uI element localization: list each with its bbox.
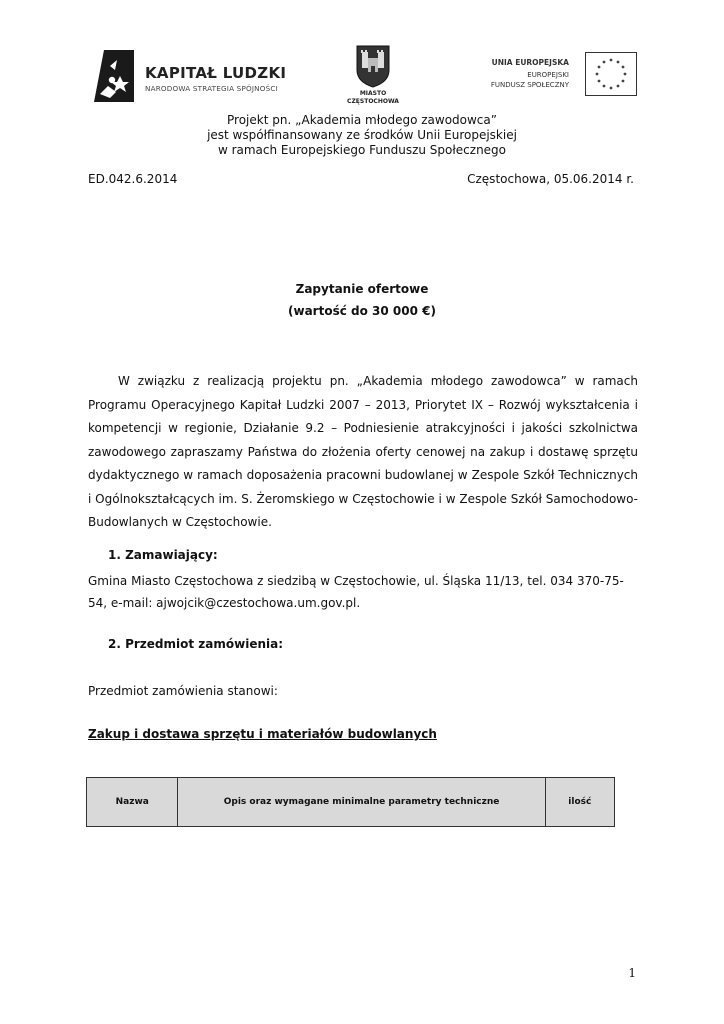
city-label-line1: MIASTO <box>359 90 387 97</box>
city-crest-logo <box>348 44 398 106</box>
column-header-name: Nazwa <box>87 778 178 827</box>
document-reference: ED.042.6.2014 <box>88 172 178 186</box>
header-line-2: jest współfinansowany ze środków Unii Europejskiej <box>207 128 517 142</box>
column-header-quantity: ilość <box>545 778 614 827</box>
city-crest-icon <box>348 44 398 88</box>
section-2-heading: 2. Przedmiot zamówienia: <box>108 637 284 651</box>
kapital-ludzki-logo <box>90 46 305 106</box>
kapital-ludzki-subtitle: NARODOWA STRATEGIA SPÓJNOŚCI <box>145 84 278 93</box>
specification-table <box>86 777 615 827</box>
document-subtitle: (wartość do 30 000 €) <box>288 304 436 318</box>
section-1-text: Gmina Miasto Częstochowa z siedzibą w Częstochowie, ul. Śląska 11/13, tel. 034 370-75-54, e-mail: ajwojcik@czestochowa.um.gov.pl. <box>88 574 624 610</box>
page-number: 1 <box>628 966 636 980</box>
section-2-text: Przedmiot zamówienia stanowi: <box>88 684 278 698</box>
table-header-row <box>87 778 615 827</box>
kapital-ludzki-title: KAPITAŁ LUDZKI <box>145 64 287 82</box>
eu-flag-icon <box>585 52 637 96</box>
document-title: Zapytanie ofertowe <box>295 282 429 296</box>
eu-label-line2: EUROPEJSKI <box>527 71 569 79</box>
kapital-ludzki-emblem-icon <box>90 46 140 106</box>
header-line-3: w ramach Europejskiego Funduszu Społecznego <box>217 143 507 157</box>
eu-label-line3: FUNDUSZ SPOŁECZNY <box>490 81 569 89</box>
section-1-heading: 1. Zamawiający: <box>108 548 218 562</box>
column-header-description: Opis oraz wymagane minimalne parametry techniczne <box>178 778 545 827</box>
intro-paragraph: W związku z realizacją projektu pn. „Akademia młodego zawodowca” w ramach Programu Operacyjnego Kapitał Ludzki 2007 – 2013, Priorytet IX – Rozwój wykształcenia i kompetencji w regionie, Działanie 9.2 – Podniesienie atrakcyjności i jakości szkolnictwa zawodowego zapraszamy Państwa do złożenia oferty cenowej na zakup i dostawę sprzętu dydaktycznego w ramach doposażenia pracowni budowlanej w Zespole Szkół Technicznych i Ogólnokształcących im. S. Żeromskiego w Częstochowie i w Zespole Szkół Samochodowo-Budowlanych w Częstochowie. <box>88 374 638 529</box>
city-label-line2: CZĘSTOCHOWA <box>347 98 399 105</box>
header-line-1: Projekt pn. „Akademia młodego zawodowca” <box>227 113 497 127</box>
eu-label-line1: UNIA EUROPEJSKA <box>491 58 569 67</box>
place-and-date: Częstochowa, 05.06.2014 r. <box>467 172 634 186</box>
procurement-subheading: Zakup i dostawa sprzętu i materiałów budowlanych <box>88 727 437 741</box>
eu-logo <box>487 50 637 102</box>
